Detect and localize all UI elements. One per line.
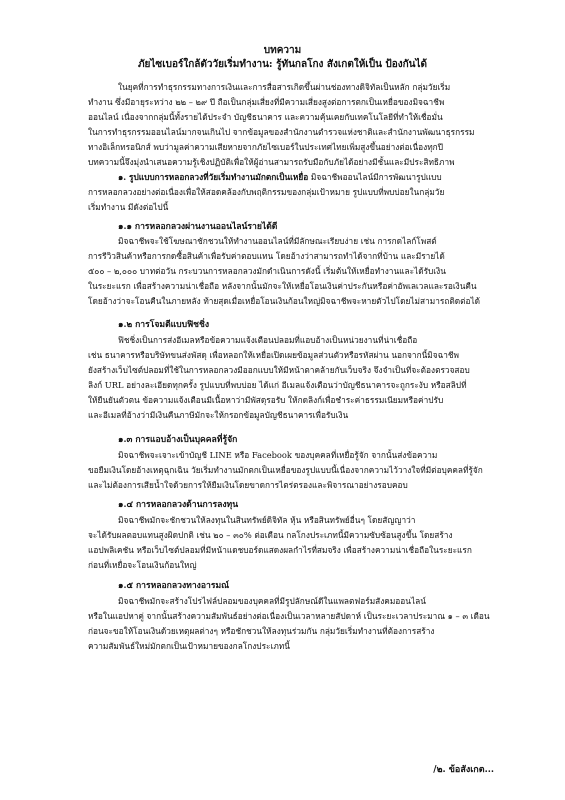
intro-line: ทางอิเล็กทรอนิกส์ พบว่ามูลค่าความเสียหายจากภัยไซเบอร์ในประเทศไทยเพิ่มสูงขึ้นอย่างต่อเนื่องทุกปี — [88, 142, 443, 152]
subsection-1-1-body — [88, 234, 494, 309]
subsection-1-5-body — [88, 594, 494, 654]
subsection-1-4-body — [88, 513, 494, 573]
subsection-1-2-line: เช่น ธนาคารหรือบริษัทขนส่งพัสดุ เพื่อหลอกให้เหยื่อเปิดเผยข้อมูลส่วนตัวหรือรหัสผ่าน นอกจากนี้มิจฉาชีพ — [88, 350, 460, 360]
subsection-1-3-line: มิจฉาชีพจะเจาะเข้าบัญชี LINE หรือ Facebook ของบุคคลที่เหยื่อรู้จัก จากนั้นส่งข้อความ — [118, 450, 438, 460]
subsection-1-2-line: ให้ยืนยันตัวตน ข้อความแจ้งเตือนมีเนื้อหาว่ามีพัสดุรอรับ ให้กดลิงก์เพื่อชำระค่าธรรมเนียมหรือค่าปรับ — [88, 395, 444, 405]
intro-paragraph — [88, 80, 494, 170]
subsection-1-2-line: ยังสร้างเว็บไซต์ปลอมที่ใช้ในการหลอกลวงมีออกแบบให้มีหน้าตาคล้ายกับเว็บจริง จึงจำเป็นที่จะต้องตรวจสอบ — [88, 365, 470, 375]
subsection-1-5-title: ๑.๕ การหลอกลวงทางอารมณ์ — [118, 581, 230, 591]
subsection-1-5-line: ก่อนจะขอให้โอนเงินด้วยเหตุผลต่างๆ หรือชักชวนให้ลงทุนร่วมกัน กลุ่มวัยเริ่มทำงานที่ต้องการสร้าง — [88, 626, 435, 636]
section-1-heading: ๑. รูปแบบการหลอกลวงที่วัยเริ่มทำงานมักตกเป็นเหยื่อ — [118, 172, 309, 182]
intro-line: ในยุคที่การทำธุรกรรมทางการเงินและการสื่อสารเกิดขึ้นผ่านช่องทางดิจิทัลเป็นหลัก กลุ่มวัยเริ่ม — [118, 82, 451, 92]
subsection-1-4-line: แอปพลิเคชัน หรือเว็บไซต์ปลอมที่มีหน้าแดชบอร์ดแสดงผลกำไรที่สมจริง เพื่อสร้างความน่าเชื่อถือในระยะแรก — [88, 545, 472, 555]
subsection-1-1-line: การรีวิวสินค้าหรือการกดซื้อสินค้าเพื่อรับค่าตอบแทน โดยอ้างว่าสามารถทำได้จากที่บ้าน และมีรายได้ — [88, 251, 445, 261]
section-1-paragraph — [88, 170, 494, 215]
subsection-1-4-line: มิจฉาชีพมักจะชักชวนให้ลงทุนในสินทรัพย์ดิจิทัล หุ้น หรือสินทรัพย์อื่นๆ โดยสัญญาว่า — [118, 515, 416, 525]
subsection-1-4-title: ๑.๔ การหลอกลวงด้านการลงทุน — [118, 500, 239, 510]
subsection-1-1-line: ๕๐๐ – ๒,๐๐๐ บาทต่อวัน กระบวนการหลอกลวงมักดำเนินการดังนี้ เริ่มต้นให้เหยื่อทำงานและได้รับเงิน — [88, 266, 446, 276]
section-1-line: เริ่มทำงาน มีดังต่อไปนี้ — [88, 202, 169, 212]
intro-line: ออนไลน์ เนื่องจากกลุ่มนี้ทั้งรายได้ประจำ บัญชีธนาคาร และความคุ้นเคยกับเทคโนโลยีที่ทำให้เชื่อมั่น — [88, 112, 443, 122]
subsection-1-5-line: มิจฉาชีพมักจะสร้างโปรไฟล์ปลอมของบุคคลที่มีรูปลักษณ์ดีในแพลตฟอร์มสังคมออนไลน์ — [118, 596, 426, 606]
intro-line: ทำงาน ซึ่งมีอายุระหว่าง ๒๒ – ๒๙ ปี ถือเป็นกลุ่มเสี่ยงที่มีความเสี่ยงสูงต่อการตกเป็นเหยื่อของมิจฉาชีพ — [88, 97, 445, 107]
subsection-1-4-line: ก่อนที่เหยื่อจะโอนเงินก้อนใหญ่ — [88, 560, 197, 570]
subsection-1-3-body — [88, 448, 494, 493]
subsection-1-1-line: ในระยะแรก เพื่อสร้างความน่าเชื่อถือ หลังจากนั้นมักจะให้เหยื่อโอนเงินค่าประกันหรือค่าอัพเลเวลและรอเงินคืน — [88, 281, 477, 291]
section-1-text: มิจฉาชีพออนไลน์มีการพัฒนารูปแบบ — [308, 172, 442, 182]
section-1-line: การหลอกลวงอย่างต่อเนื่องเพื่อให้สอดคล้องกับพฤติกรรมของกลุ่มเป้าหมาย รูปแบบที่พบบ่อยในกลุ่มวัย — [88, 187, 445, 197]
subsection-1-2-line: และอีเมลที่อ้างว่ามีเงินคืนภาษีมักจะให้กรอกข้อมูลบัญชีธนาคารเพื่อรับเงิน — [88, 410, 349, 420]
subsection-1-5-line: หรือในแอปหาคู่ จากนั้นสร้างความสัมพันธ์อย่างต่อเนื่องเป็นเวลาหลายสัปดาห์ เป็นระยะเวลาประมาณ ๑ – ๓ เดือน — [88, 611, 490, 621]
subsection-1-2-line: ลิงก์ URL อย่างละเอียดทุกครั้ง รูปแบบที่พบบ่อย ได้แก่ อีเมลแจ้งเตือนว่าบัญชีธนาคารจะถูกระงับ หรือสลิปที่ — [88, 380, 467, 390]
subsection-1-2-body — [88, 333, 494, 423]
subsection-1-3-title: ๑.๓ การแอบอ้างเป็นบุคคลที่รู้จัก — [118, 435, 238, 445]
section-1-first-line — [88, 170, 494, 185]
article-title: ภัยไซเบอร์ใกล้ตัววัยเริ่มทำงาน: รู้ทันกลโกง สังเกตให้เป็น ป้องกันได้ — [137, 59, 428, 70]
subsection-1-1-line: โดยอ้างว่าจะโอนคืนในภายหลัง ท้ายสุดเมื่อเหยื่อโอนเงินก้อนใหญ่มิจฉาชีพจะหายตัวไปโดยไม่สามารถติดต่อได้ — [88, 296, 481, 306]
subsection-1-3-line: ขอยืมเงินโดยอ้างเหตุฉุกเฉิน วัยเริ่มทำงานมักตกเป็นเหยื่อของรูปแบบนี้เนื่องจากความไว้วางใจที่มีต่อบุคคลที่รู้จัก — [88, 465, 483, 475]
subsection-1-1-line: มิจฉาชีพจะใช้โฆษณาชักชวนให้ทำงานออนไลน์ที่มีลักษณะเรียบง่าย เช่น การกดไลก์โพสต์ — [118, 236, 437, 246]
subsection-1-1-title: ๑.๑ การหลอกลวงผ่านงานออนไลน์รายได้ดี — [118, 222, 278, 232]
subsection-1-2-line: ฟิชชิ่งเป็นการส่งอีเมลหรือข้อความแจ้งเตือนปลอมที่แอบอ้างเป็นหน่วยงานที่น่าเชื่อถือ — [118, 335, 418, 345]
subsection-1-4-line: จะได้รับผลตอบแทนสูงผิดปกติ เช่น ๒๐ – ๓๐% ต่อเดือน กลโกงประเภทนี้มีความซับซ้อนสูงขึ้น โดยสร้าง — [88, 530, 453, 540]
article-label: บทความ — [263, 45, 302, 56]
intro-line: ในการทำธุรกรรมออนไลน์มากจนเกินไป จากข้อมูลของสำนักงานตำรวจแห่งชาติและสำนักงานพัฒนาธุรกรรม — [88, 127, 475, 137]
continuation-marker: /๒. ข้อสังเกต... — [433, 765, 494, 775]
intro-line: บทความนี้จึงมุ่งนำเสนอความรู้เชิงปฏิบัติเพื่อให้ผู้อ่านสามารถรับมือกับภัยได้อย่างมีชั้นและมีประสิทธิภาพ — [88, 157, 455, 167]
subsection-1-2-title: ๑.๒ การโจมตีแบบฟิชชิ่ง — [118, 320, 210, 330]
subsection-1-5-line: ความสัมพันธ์ใหม่มักตกเป็นเป้าหมายของกลโกงประเภทนี้ — [88, 641, 290, 651]
subsection-1-3-line: และไม่ต้องการเสียน้ำใจด้วยการให้ยืมเงินโดยขาดการไตร่ตรองและพิจารณาอย่างรอบคอบ — [88, 480, 408, 490]
